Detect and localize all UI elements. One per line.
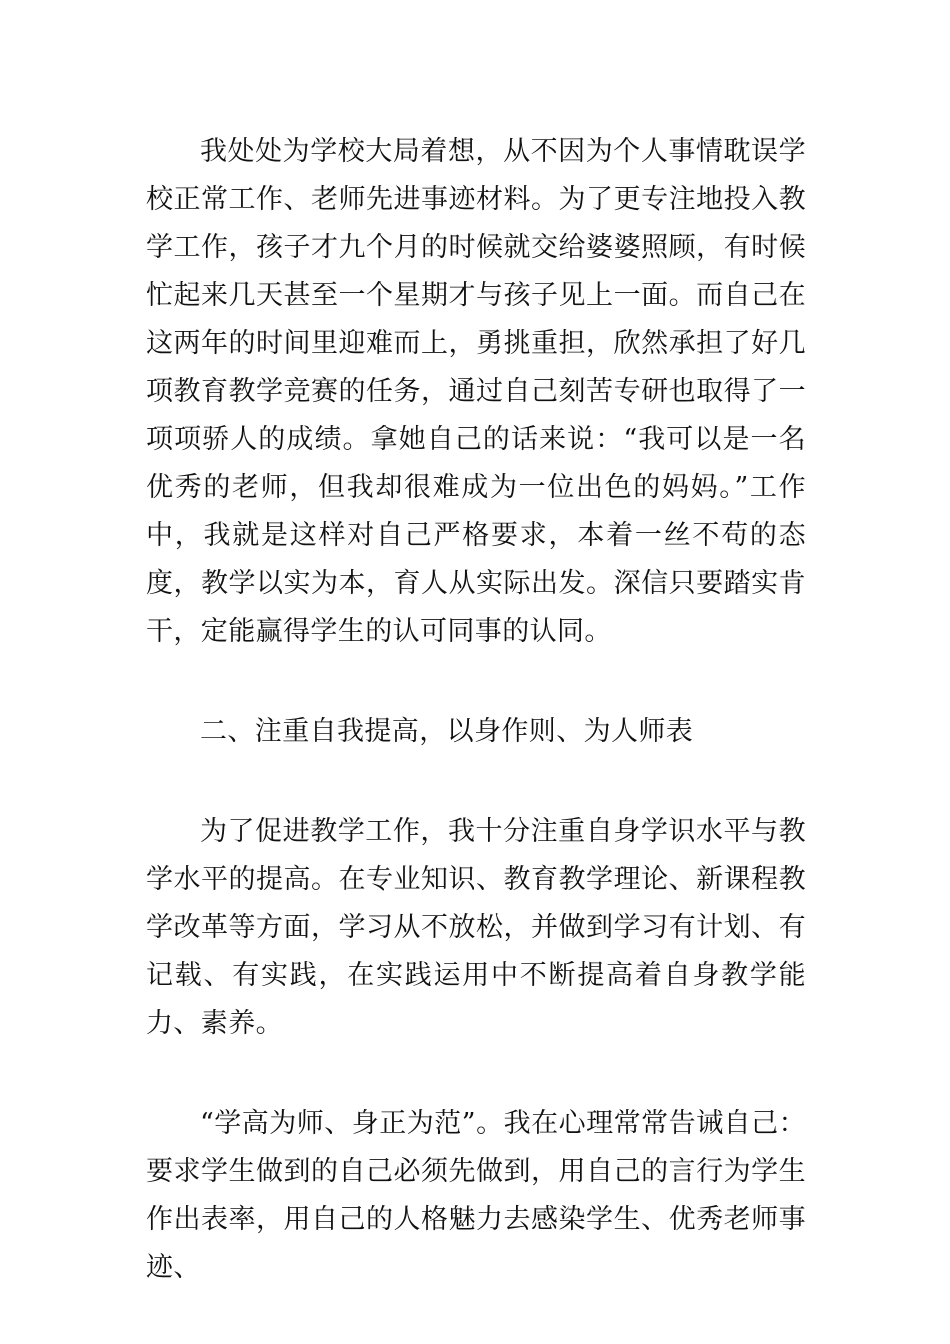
document-body [146,128,806,1292]
paragraph-self-improvement: 为了促进教学工作，我十分注重自身学识水平与教学水平的提高。在专业知识、教育教学理论、新课程教学改革等方面，学习从不放松，并做到学习有计划、有记载、有实践，在实践运用中不断提高着自身教学能力、素养。 [146,816,806,1039]
paragraph-dedication: 我处处为学校大局着想，从不因为个人事情耽误学校正常工作、老师先进事迹材料。为了更专注地投入教学工作，孩子才九个月的时候就交给婆婆照顾，有时候忙起来几天甚至一个星期才与孩子见上一面。而自己在这两年的时间里迎难而上，勇挑重担，欣然承担了好几项教育教学竞赛的任务，通过自己刻苦专研也取得了一项项骄人的成绩。拿她自己的话来说：“我可以是一名优秀的老师，但我却很难成为一位出色的妈妈。”工作中，我就是这样对自己严格要求，本着一丝不苟的态度，教学以实为本，育人从实际出发。深信只要踏实肯干，定能赢得学生的认可同事的认同。 [146,136,806,647]
paragraph-role-model: “学高为师、身正为范”。我在心理常常告诫自己：要求学生做到的自己必须先做到，用自己的言行为学生作出表率，用自己的人格魅力去感染学生、优秀老师事迹、 [146,1108,806,1283]
section-heading: 二、注重自我提高，以身作则、为人师表 [200,716,694,747]
